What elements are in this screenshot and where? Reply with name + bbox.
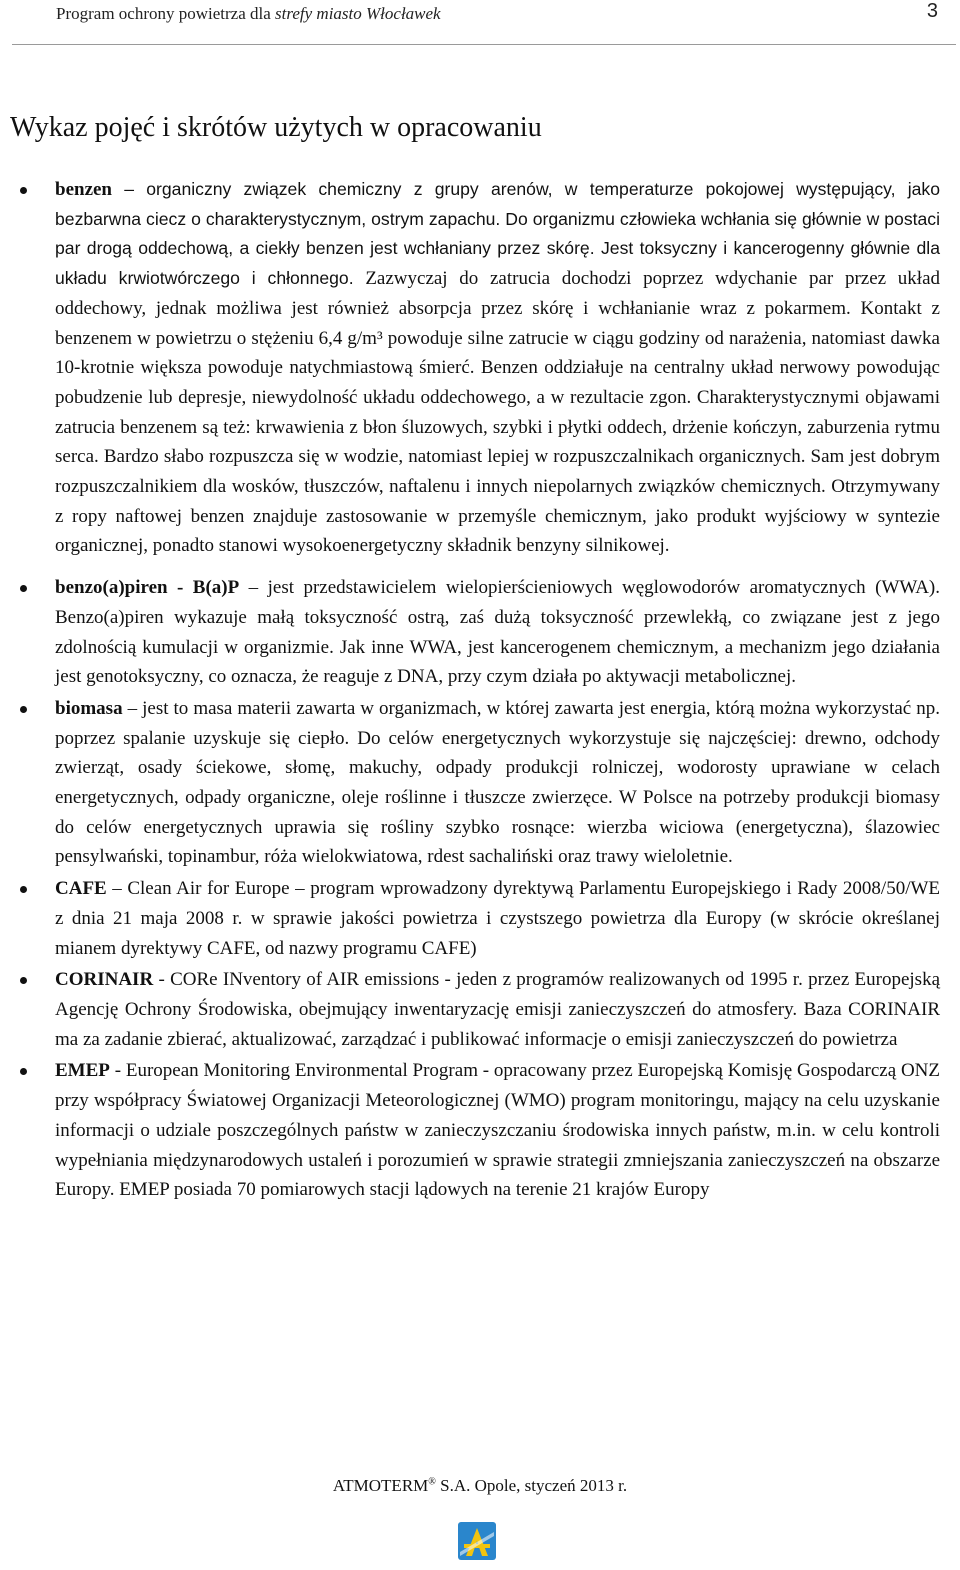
bullet-icon bbox=[20, 706, 27, 713]
section-title: Wykaz pojęć i skrótów użytych w opracowaniu bbox=[10, 112, 542, 143]
bullet-icon bbox=[20, 585, 27, 592]
footer-company: ATMOTERM bbox=[332, 1476, 429, 1495]
glossary-term: benzo(a)piren - B(a)P bbox=[55, 577, 240, 599]
glossary-definition: jest przedstawicielem wielopierścieniowych węglowodorów aromatycznych (WWA). Benzo(a)piren wykazuje małą toksyczność ostrą, zaś dużą toksyczność przewlekłą, co związane jest z jego zdolnością kumulacji w organizmie. Jak inne WWA, jest kancerogenem chemicznym, a mechanizm jego działania jest genotoksyczny, co oznacza, że reaguje z DNA, przy czym działa po aktywacji metabolicznej. bbox=[55, 577, 941, 688]
glossary-separator: – bbox=[106, 878, 128, 900]
glossary-entry-benzo-a-piren bbox=[55, 573, 940, 692]
header-title-italic: strefy miasto Włocławek bbox=[275, 4, 441, 23]
glossary-term: CORINAIR bbox=[55, 969, 154, 991]
registered-mark: ® bbox=[428, 1476, 436, 1488]
header-divider bbox=[12, 44, 956, 45]
header-title-plain: Program ochrony powietrza dla bbox=[56, 4, 276, 23]
glossary-entry-benzen bbox=[55, 175, 940, 561]
glossary-entry-biomasa bbox=[55, 694, 940, 872]
atmoterm-logo-icon bbox=[458, 1522, 496, 1560]
glossary-separator: – bbox=[239, 577, 268, 599]
glossary-definition: jest to masa materii zawarta w organizmach, w której zawarta jest energia, którą można wykorzystać np. poprzez spalanie uzyskuje się ciepło. Do celów energetycznych wykorzystuje się najczęściej: drewno, odchody zwierząt, osady ściekowe, słomę, makuchy, odpady produkcji rolniczej, wodorosty uprawiane w celach energetycznych, odpady organiczne, oleje roślinne i tłuszcze zwierzęce. W Polsce na potrzeby produkcji biomasy do celów energetycznych uprawia się rośliny szybko rosnące: wierzba wiciowa (energetyczna), ślazowiec pensylwański, topinambur, róża wielokwiatowa, rdest sachaliński oraz trawy wieloletnie. bbox=[55, 697, 940, 868]
bullet-icon bbox=[20, 187, 27, 194]
glossary-term: biomasa bbox=[55, 697, 123, 719]
bullet-icon bbox=[20, 977, 27, 984]
page-header bbox=[0, 0, 960, 46]
glossary-entry-cafe bbox=[55, 874, 940, 963]
glossary-definition: CORe INventory of AIR emissions - jeden z programów realizowanych od 1995 r. przez Europejską Agencję Ochrony Środowiska, obejmujący inwentaryzację emisji zanieczyszczeń do atmosfery. Baza CORINAIR ma za zadanie zbierać, aktualizować, zarządzać i publikować informacje o emisji zanieczyszczeń do powietrza bbox=[55, 969, 941, 1050]
glossary-list bbox=[55, 175, 940, 1207]
footer-place-date: S.A. Opole, styczeń 2013 r. bbox=[435, 1476, 628, 1495]
glossary-separator: – bbox=[122, 697, 143, 719]
glossary-separator: - bbox=[153, 969, 171, 991]
glossary-definition: organiczny związek chemiczny z grupy arenów, w temperaturze pokojowej występujący, jako bezbarwna ciecz o charakterystycznym, ostrym zapachu. Do organizmu człowieka wchłania się głównie w postaci par drogą oddechową, a ciekły benzen jest wchłaniany przez skórę. Jest toksyczny i kancerogenny głównie dla układu krwiotwórczego i chłonnego. bbox=[55, 179, 940, 289]
page-number: 3 bbox=[926, 0, 938, 22]
page-footer bbox=[0, 1476, 960, 1496]
bullet-icon bbox=[20, 1068, 27, 1075]
glossary-term: benzen bbox=[55, 179, 112, 200]
glossary-separator: - bbox=[109, 1060, 126, 1082]
glossary-definition-continued: Zazwyczaj do zatrucia dochodzi poprzez wdychanie par przez układ oddechowy, jednak możliwa jest również absorpcja przez skórę i wchłanianie wraz z pokarmem. Kontakt z benzenem w powietrzu o stężeniu 6,4 g/m³ powoduje silne zatrucie w ciągu godziny od narażenia, natomiast dawka 10-krotnie większa powoduje natychmiastową śmierć. Benzen oddziałuje na centralny układ nerwowy powodując pobudzenie lub depresje, niewydolność układu oddechowego, a w rezultacie zgon. Charakterystycznymi objawami zatrucia benzenem są też: krwawienia z błon śluzowych, szybki i płytki oddech, drżenie kończyn, zaburzenia rytmu serca. Bardzo słabo rozpuszcza się w wodzie, natomiast lepiej w rozpuszczalnikach organicznych. Sam jest dobrym rozpuszczalnikiem dla wosków, tłuszczów, naftalenu i innych niepolarnych związków chemicznych. Otrzymywany z ropy naftowej benzen znajduje zastosowanie w przemyśle chemicznym, jako produkt wyjściowy w syntezie organicznej, ponadto stanowi wysokoenergetyczny składnik benzyny silnikowej. bbox=[55, 268, 940, 557]
glossary-term: CAFE bbox=[55, 878, 107, 900]
bullet-icon bbox=[20, 886, 27, 893]
glossary-definition: Clean Air for Europe – program wprowadzony dyrektywą Parlamentu Europejskiego i Rady 2008/50/WE z dnia 21 maja 2008 r. w sprawie jakości powietrza i czystszego powietrza dla Europy (w skrócie określanej mianem dyrektywy CAFE, od nazwy programu CAFE) bbox=[55, 878, 941, 959]
glossary-definition: European Monitoring Environmental Program - opracowany przez Europejską Komisję Gospodarczą ONZ przy współpracy Światowej Organizacji Meteorologicznej (WMO) program monitoringu, mający na celu uzyskanie informacji o udziale poszczególnych państw w zanieczyszczaniu środowiska innych państw, m.in. w celu kontroli wypełniania międzynarodowych ustaleń i porozumień w sprawie strategii zmniejszania zanieczyszczeń na obszarze Europy. EMEP posiada 70 pomiarowych stacji lądowych na terenie 21 krajów Europy bbox=[55, 1060, 941, 1201]
glossary-entry-corinair bbox=[55, 965, 940, 1054]
glossary-entry-emep bbox=[55, 1056, 940, 1205]
header-document-title bbox=[56, 4, 441, 24]
glossary-separator: – bbox=[112, 179, 147, 199]
glossary-term: EMEP bbox=[55, 1060, 110, 1082]
